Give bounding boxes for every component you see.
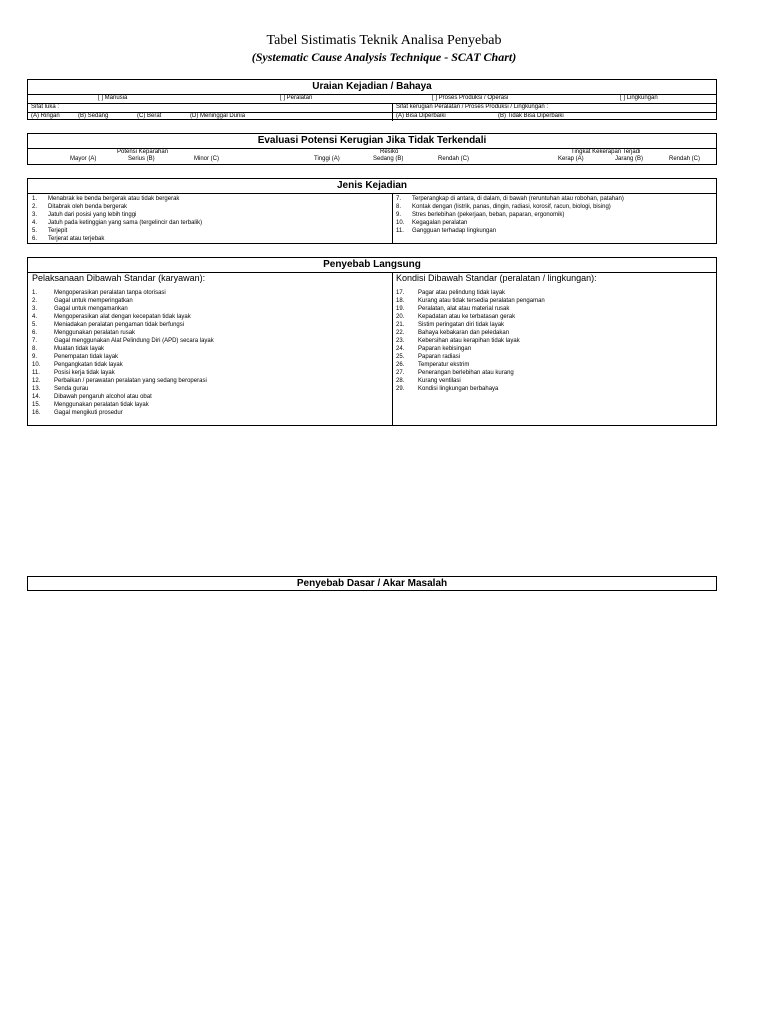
sifat-kerugian-label: Sifat kerugian Peralatan / Proses Produksi / Lingkungan : [396,104,549,110]
tingkat-rendah[interactable]: Rendah (C) [669,156,701,162]
resiko-rendah[interactable]: Rendah (C) [438,156,470,162]
list-item: 7. Terperangkap di antara, di dalam, di bawah (reruntuhan atau robohan, patahan) [396,196,624,202]
potensi-serius[interactable]: Serius (B) [128,156,155,162]
list-item: 6. Terjerat atau terjebak [32,236,105,242]
list-item: 12. Perbaikan / perawatan peralatan yang sedang beroperasi [32,378,207,384]
resiko-tinggi[interactable]: Tinggi (A) [314,156,340,162]
luka-meninggal[interactable]: (D) Meninggal Dunia [190,113,246,119]
potensi-minor[interactable]: Minor (C) [194,156,219,162]
list-item: 7. Gagal menggunakan Alat Pelindung Diri (APD) secara layak [32,338,214,344]
uraian-labels-row [28,104,716,113]
list-item: 10. Kegagalan peralatan [396,220,468,226]
resiko-sedang[interactable]: Sedang (B) [373,156,404,162]
list-item: 11. Gangguan terhadap lingkungan [396,228,497,234]
list-item: 25. Paparan radiasi [396,354,461,360]
list-item: 6. Menggunakan peralatan rusak [32,330,136,336]
list-item: 11. Posisi kerja tidak layak [32,370,115,376]
list-item: 29. Kondisi lingkungan berbahaya [396,386,499,392]
check-lingkungan[interactable]: [ ] Lingkungan [620,95,658,101]
list-item: 19. Peralatan, alat atau material rusak [396,306,510,312]
list-item: 26. Temperatur ekstrim [396,362,470,368]
page-title: Tabel Sistimatis Teknik Analisa Penyebab [266,33,502,48]
divider [392,104,393,112]
dasar-header: Penyebab Dasar / Akar Masalah [296,578,448,589]
jenis-right-list [396,195,624,235]
uraian-header: Uraian Kejadian / Bahaya [28,80,716,95]
tingkat-label: Tingkat Kekerapan Terjadi [571,149,641,155]
list-item: 3. Jatuh dari posisi yang lebih tinggi [32,212,137,218]
page-subtitle: (Systematic Cause Analysis Technique - SCAT Chart) [251,50,517,64]
langsung-section [27,257,717,426]
luka-ringan[interactable]: (A) Ringan [31,113,60,119]
list-item: 17. Pagar atau pelindung tidak layak [396,290,506,296]
list-item: 27. Penerangan berlebihan atau kurang [396,370,514,376]
kerugian-tidak-bisa[interactable]: (B) Tidak Bisa Diperbaiki [498,113,564,119]
divider [392,273,393,426]
list-item: 21. Sistim peringatan diri tidak layak [396,322,505,328]
dasar-section [27,576,717,591]
list-item: 10. Pengangkatan tidak layak [32,362,123,368]
luka-berat[interactable]: (C) Berat [137,113,162,119]
jenis-header: Jenis Kejadian [28,179,716,194]
check-peralatan[interactable]: [ ] Peralatan [280,95,313,101]
list-item: 4. Jatuh pada ketinggian yang sama (tergelincir dan terbalik) [32,220,203,226]
list-item: 14. Dibawah pengaruh alcohol atau obat [32,394,152,400]
list-item: 5. Meniadakan peralatan pengaman tidak berfungsi [32,322,185,328]
jenis-body [28,194,716,244]
list-item: 5. Terjepit [32,228,68,234]
check-proses[interactable]: [ ] Proses Produksi / Operasi [432,95,509,101]
sifat-luka-label: Sifat luka : [31,104,60,110]
evaluasi-header: Evaluasi Potensi Kerugian Jika Tidak Terkendali [28,134,716,149]
list-item: 20. Kepadatan atau ke terbatasan gerak [396,314,516,320]
list-item: 28. Kurang ventilasi [396,378,461,384]
langsung-left [32,273,214,417]
list-item: 9. Stres berlebihan (pekerjaan, beban, paparan, ergonomik) [396,212,565,218]
list-item: 1. Menabrak ke benda bergerak atau tidak bergerak [32,196,180,202]
luka-sedang[interactable]: (B) Sedang [78,113,109,119]
list-item: 15. Menggunakan peralatan tidak layak [32,402,149,408]
kerugian-bisa[interactable]: (A) Bisa Diperbaiki [396,113,446,119]
jenis-section [27,178,717,244]
list-item: 24. Paparan kebisingan [396,346,472,352]
divider [392,194,393,244]
langsung-left-title: Pelaksanaan Dibawah Standar (karyawan): [32,273,206,283]
list-item: 18. Kurang atau tidak tersedia peralatan pengaman [396,298,545,304]
potensi-label: Potensi Keparahan [117,149,169,155]
list-item: 8. Kontak dengan (listrik, panas, dingin, radiasi, korosif, racun, biologi, bising) [396,204,611,210]
evaluasi-options-row [28,156,716,164]
potensi-mayor[interactable]: Mayor (A) [70,156,97,162]
langsung-right [396,273,597,393]
list-item: 9. Penempatan tidak layak [32,354,119,360]
list-item: 16. Gagal mengikuti prosedur [32,410,123,416]
uraian-checks-row [28,95,716,104]
list-item: 8. Muatan tidak layak [32,346,105,352]
list-item: 13. Senda gurau [32,386,89,392]
uraian-section [27,79,717,120]
list-item: 23. Kebersihan atau kerapihan tidak layak [396,338,520,344]
list-item: 22. Bahaya kebakaran dan peledakan [396,330,510,336]
langsung-body [28,273,716,426]
list-item: 3. Gagal untuk mengamankan [32,306,128,312]
evaluasi-section [27,133,717,165]
uraian-options-row [28,113,716,121]
langsung-right-title: Kondisi Dibawah Standar (peralatan / lingkungan): [396,273,597,283]
tingkat-jarang[interactable]: Jarang (B) [615,156,644,162]
list-item: 2. Ditabrak oleh benda bergerak [32,204,128,210]
list-item: 4. Mengoperasikan alat dengan kecepatan tidak layak [32,314,191,320]
tingkat-kerap[interactable]: Kerap (A) [558,156,584,162]
jenis-left-list [32,195,202,243]
list-item: 2. Gagal untuk memperingatkan [32,298,133,304]
resiko-label: Resiko [380,149,399,155]
check-manusia[interactable]: [ ] Manusia [98,95,128,101]
list-item: 1. Mengoperasikan peralatan tanpa otorisasi [32,290,166,296]
langsung-header: Penyebab Langsung [28,258,716,273]
divider [392,113,393,121]
evaluasi-labels-row [28,149,716,156]
